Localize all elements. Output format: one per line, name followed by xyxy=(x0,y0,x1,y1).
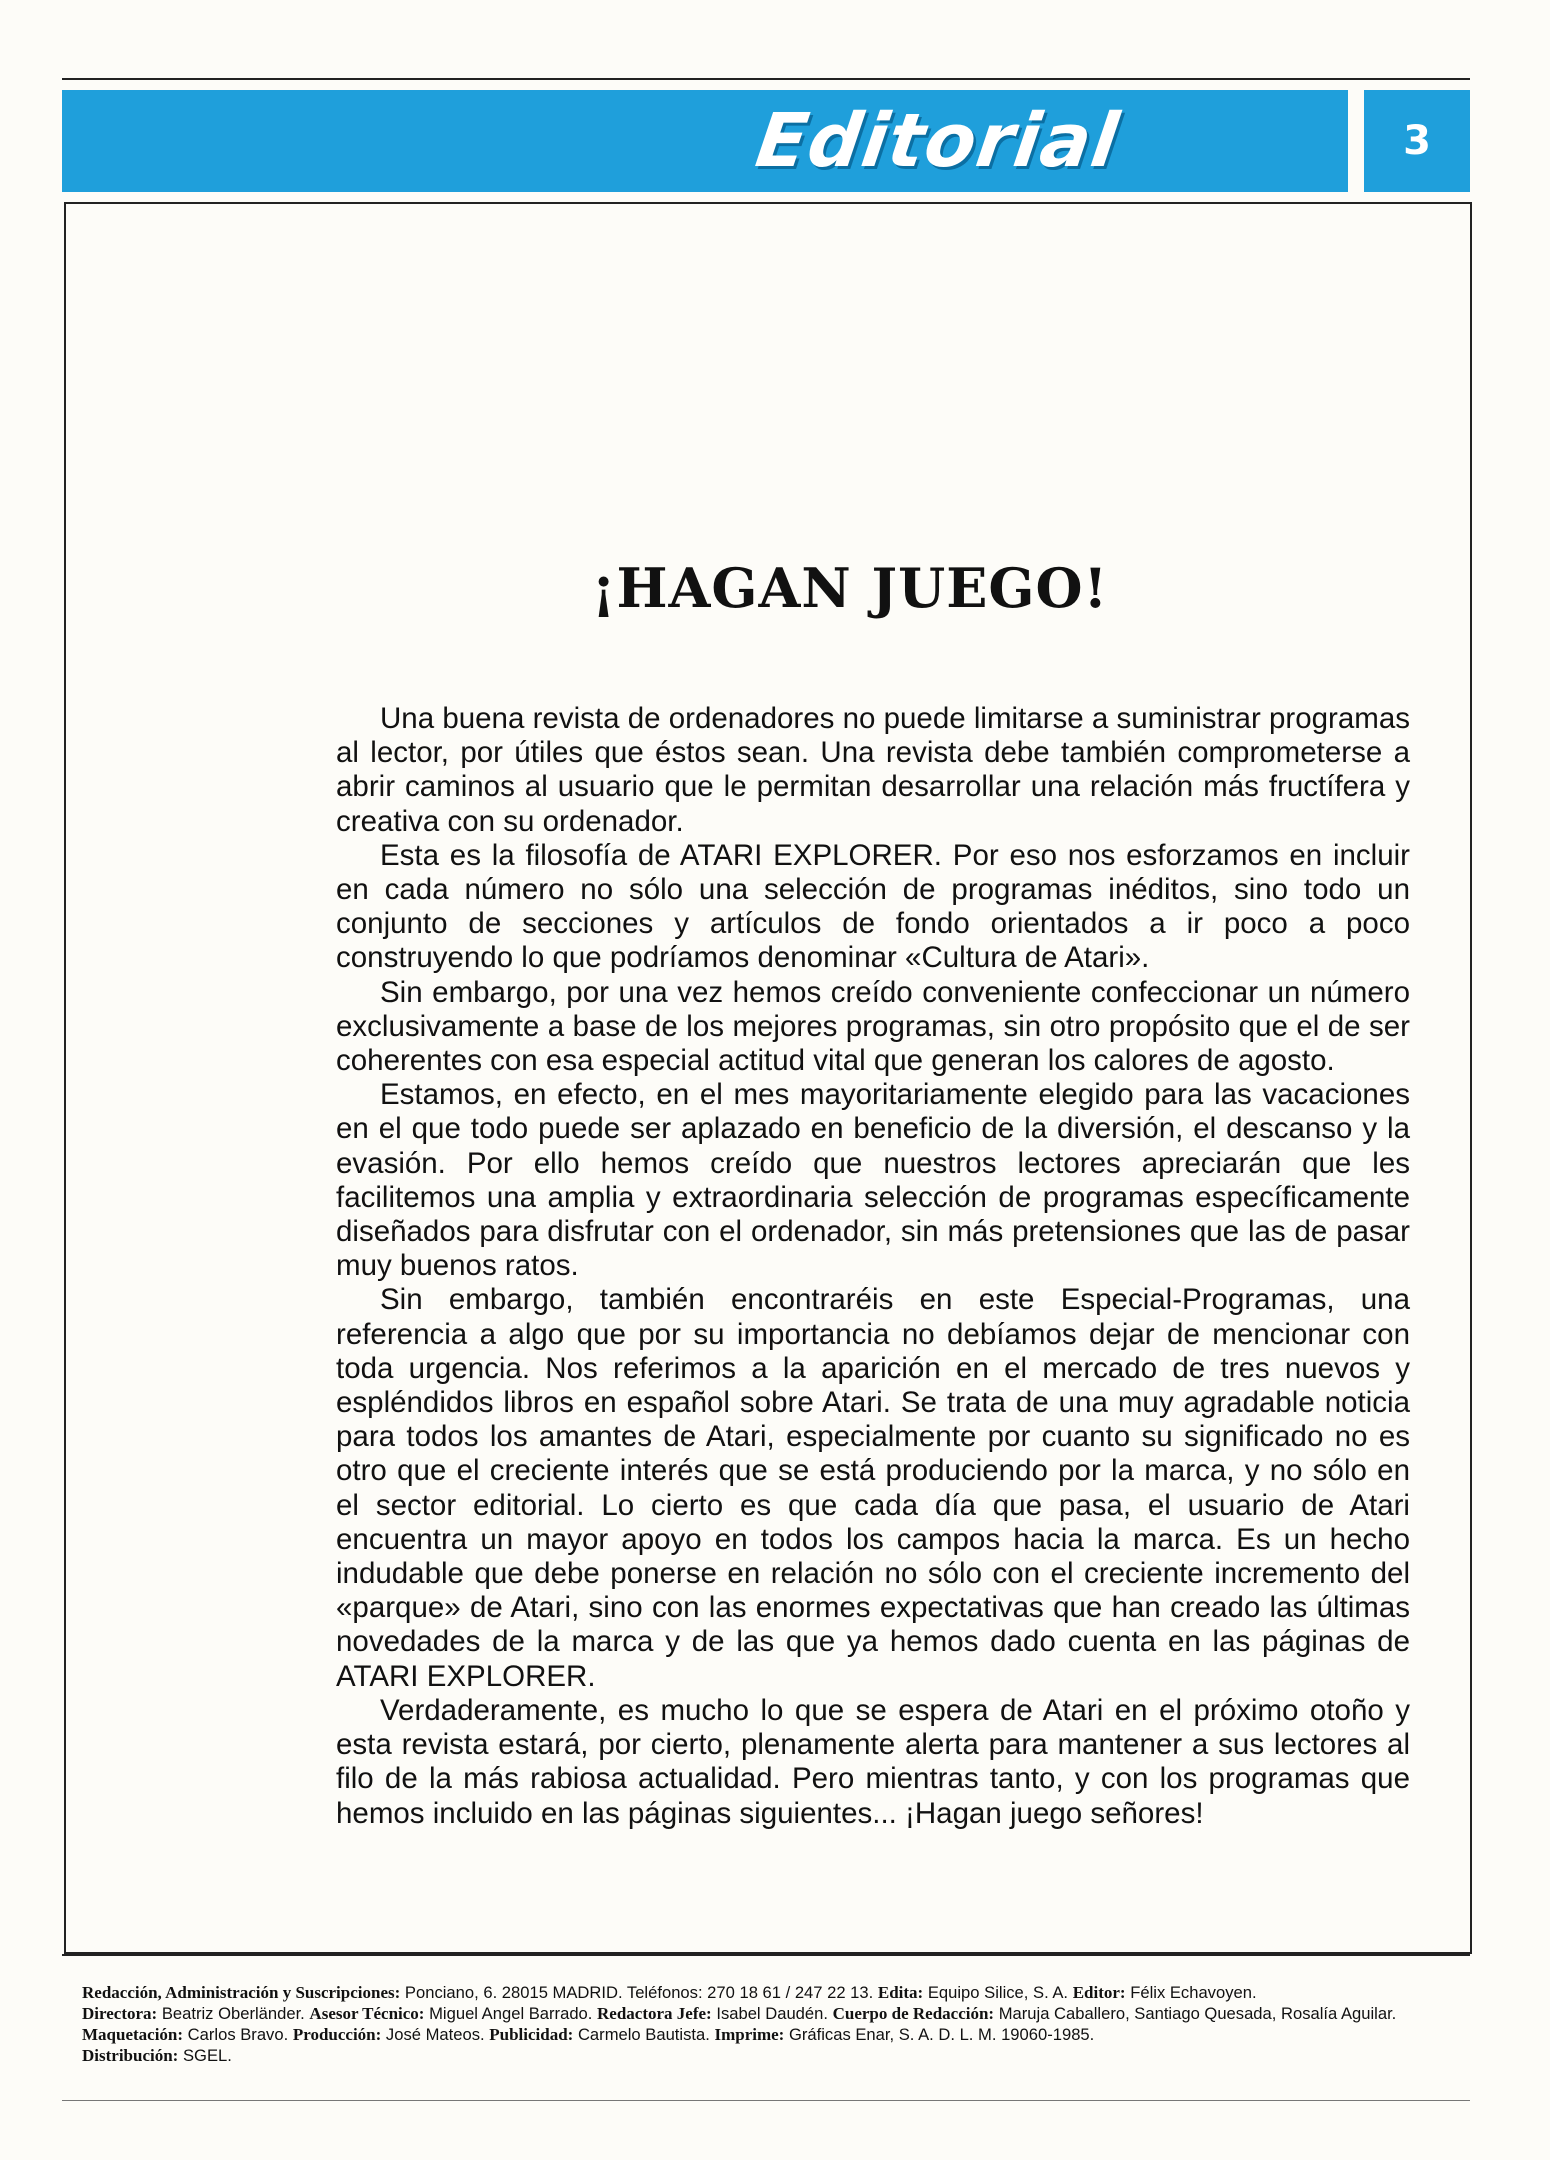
paragraph: Sin embargo, por una vez hemos creído conveniente confeccionar un número exclusivamente a base de los mejores programas, sin otro propósito que el de ser coherentes con esa especial actitud vital que generan los calores de agosto. xyxy=(336,975,1410,1078)
section-title: Editorial xyxy=(750,98,1125,184)
credit-value: Miguel Angel Barrado. xyxy=(429,2004,593,2023)
page-number: 3 xyxy=(1403,118,1431,164)
credit-value: Beatriz Oberländer. xyxy=(161,2004,305,2023)
credits-rule xyxy=(62,1954,1470,1956)
section-banner xyxy=(62,90,1348,192)
credit-label: Editor: xyxy=(1072,1983,1126,2002)
credit-label: Edita: xyxy=(877,1983,924,2002)
credit-value: Isabel Daudén. xyxy=(716,2004,828,2023)
credit-label: Redacción, Administración y Suscripciones: xyxy=(82,1983,401,2002)
top-rule xyxy=(62,78,1470,80)
article-body xyxy=(336,702,1410,1831)
credit-label: Maquetación: xyxy=(82,2025,184,2044)
credit-label: Redactora Jefe: xyxy=(597,2004,712,2023)
credit-label: Asesor Técnico: xyxy=(309,2004,425,2023)
paragraph: Sin embargo, también encontraréis en este Especial-Programas, una referencia a algo que por su importancia no debíamos dejar de mencionar con toda urgencia. Nos referimos a la aparición en el mercado de tres nuevos y espléndidos libros en español sobre Atari. Se trata de una muy agradable noticia para todos los amantes de Atari, especialmente por cuanto su significado no es otro que el creciente interés que se está produciendo por la marca, y no sólo en el sector editorial. Lo cierto es que cada día que pasa, el usuario de Atari encuentra un mayor apoyo en todos los campos hacia la marca. Es un hecho indudable que debe ponerse en relación no sólo con el creciente incremento del «parque» de Atari, sino con las enormes expectativas que han creado las últimas novedades de la marca y de las que ya hemos dado cuenta en las páginas de ATARI EXPLORER. xyxy=(336,1283,1410,1693)
credit-value: Equipo Silice, S. A. xyxy=(927,1983,1069,2002)
credit-value: Gráficas Enar, S. A. D. L. M. 19060-1985. xyxy=(788,2025,1095,2044)
paragraph: Esta es la filosofía de ATARI EXPLORER. Por eso nos esforzamos en incluir en cada número no sólo una selección de programas inéditos, sino todo un conjunto de secciones y artículos de fondo orientados a ir poco a poco construyendo lo que podríamos denominar «Cultura de Atari». xyxy=(336,838,1410,975)
paragraph: Verdaderamente, es mucho lo que se espera de Atari en el próximo otoño y esta revista estará, por cierto, plenamente alerta para mantener a sus lectores al filo de la más rabiosa actualidad. Pero mientras tanto, y con los programas que hemos incluido en las páginas siguientes... ¡Hagan juego señores! xyxy=(336,1693,1410,1830)
credit-value: Ponciano, 6. 28015 MADRID. Teléfonos: 270 18 61 / 247 22 13. xyxy=(404,1983,874,2002)
credit-label: Imprime: xyxy=(714,2025,785,2044)
credit-label: Directora: xyxy=(82,2004,158,2023)
credit-value: Carmelo Bautista. xyxy=(577,2025,710,2044)
staff-credits xyxy=(82,1982,1452,2066)
credit-value: Félix Echavoyen. xyxy=(1130,1983,1257,2002)
credit-value: Carlos Bravo. xyxy=(187,2025,289,2044)
credit-label: Cuerpo de Redacción: xyxy=(832,2004,995,2023)
page-number-box xyxy=(1364,90,1470,192)
article-headline: ¡HAGAN JUEGO! xyxy=(591,556,1109,620)
credit-label: Producción: xyxy=(292,2025,382,2044)
bottom-rule xyxy=(62,2100,1470,2101)
credit-label: Publicidad: xyxy=(489,2025,574,2044)
paragraph: Una buena revista de ordenadores no puede limitarse a suministrar programas al lector, por útiles que éstos sean. Una revista debe también comprometerse a abrir caminos al usuario que le permitan desarrollar una relación más fructífera y creativa con su ordenador. xyxy=(336,702,1410,838)
credit-value: José Mateos. xyxy=(385,2025,485,2044)
credit-value: Maruja Caballero, Santiago Quesada, Rosalía Aguilar. xyxy=(998,2004,1397,2023)
credit-label: Distribución: xyxy=(82,2046,179,2065)
credit-value: SGEL. xyxy=(182,2046,232,2065)
paragraph: Estamos, en efecto, en el mes mayoritariamente elegido para las vacaciones en el que todo puede ser aplazado en beneficio de la diversión, el descanso y la evasión. Por ello hemos creído que nuestros lectores apreciarán que les facilitemos una amplia y extraordinaria selección de programas específicamente diseñados para disfrutar con el ordenador, sin más pretensiones que las de pasar muy buenos ratos. xyxy=(336,1078,1410,1283)
